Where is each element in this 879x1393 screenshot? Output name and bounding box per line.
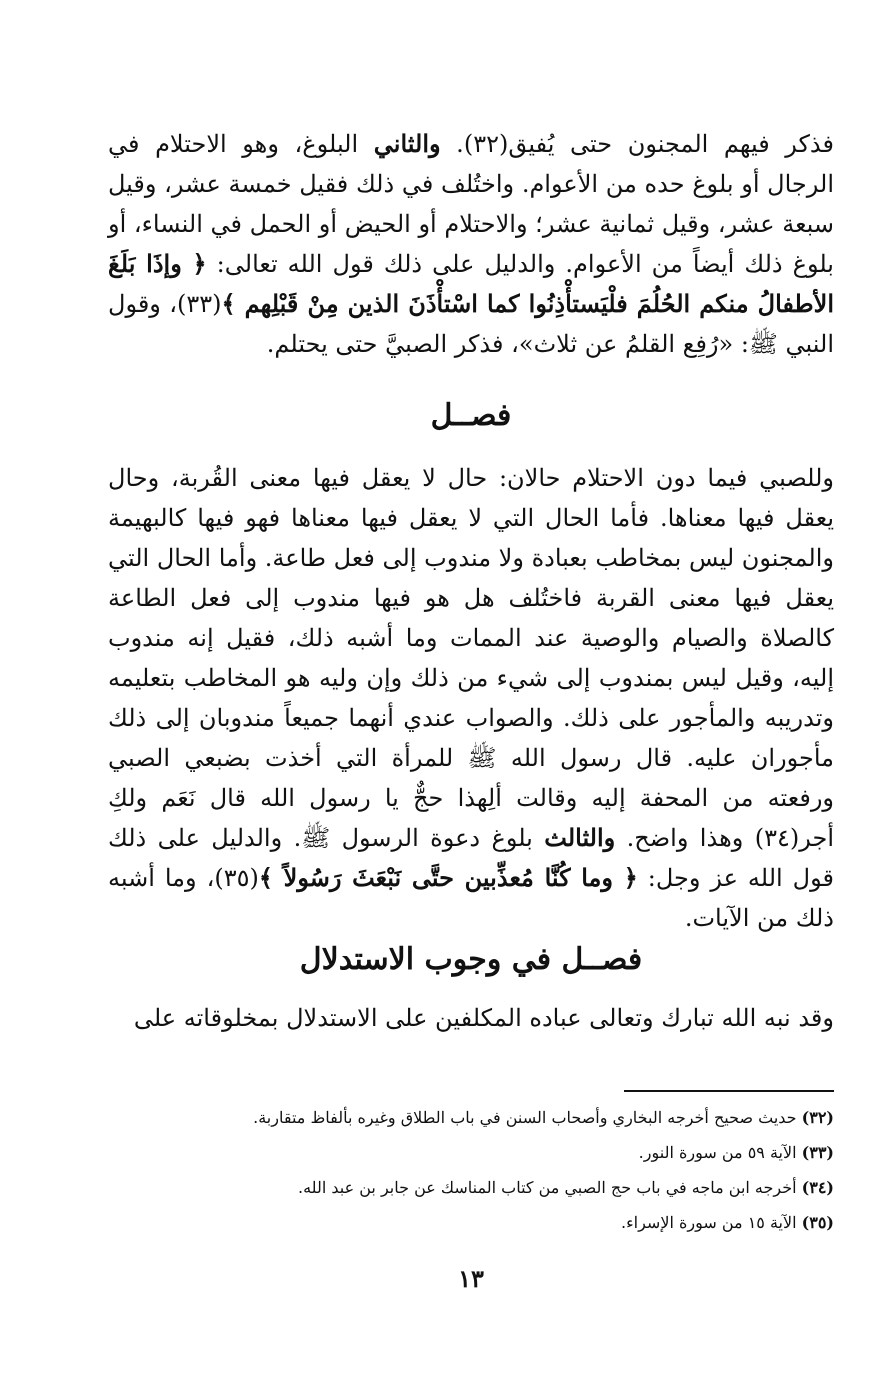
- footnote-text: حديث صحيح أخرجه البخاري وأصحاب السنن في باب الطلاق وغيره بألفاظ متقاربة.: [253, 1108, 797, 1127]
- quran-verse: ﴿ وما كُنَّا مُعذِّبين حتَّى نَبْعَثَ رَسُولاً ﴾: [258, 863, 638, 892]
- footnote-divider: [624, 1090, 834, 1092]
- quran-verse: ﴿ وإذَا بَلَغَ الأطفالُ منكم الحُلُمَ فلْيَستأْذِنُوا كما اسْتأْذَنَ الذين مِنْ قَبْلِهم ﴾: [108, 249, 834, 318]
- footnote-number: (٣٤): [801, 1178, 834, 1197]
- footnote-reference: (٣٤): [754, 824, 800, 852]
- paragraph-text: بلوغ دعوة الرسول ﷺ. والدليل على ذلك قول الله عز وجل:: [108, 824, 834, 892]
- footnote-item: [108, 1135, 834, 1170]
- footnote-text: الآية ١٥ من سورة الإسراء.: [621, 1213, 797, 1232]
- paragraph-text: وهذا واضح.: [615, 824, 755, 852]
- section-heading: فصــل: [430, 398, 512, 433]
- footnote-number: (٣٣): [801, 1143, 834, 1162]
- footnote-reference: (٣٢): [463, 130, 509, 158]
- footnote-text: الآية ٥٩ من سورة النور.: [638, 1143, 797, 1162]
- page-number: ١٣: [458, 1264, 484, 1293]
- bold-term: والثاني: [373, 129, 441, 158]
- paragraph-text: .: [440, 130, 464, 158]
- footnote-reference: (٣٣): [177, 290, 222, 318]
- paragraph-intro: [108, 124, 834, 364]
- footnote-item: [108, 1100, 834, 1135]
- footnote-item: [108, 1205, 834, 1240]
- footnote-text: أخرجه ابن ماجه في باب حج الصبي من كتاب المناسك عن جابر بن عبد الله.: [298, 1178, 797, 1197]
- paragraph-text: ، وما أشبه ذلك من الآيات.: [108, 864, 834, 932]
- paragraph-text: وللصبي فيما دون الاحتلام حالان: حال لا يعقل فيها معنى القُربة، وحال يعقل فيها معناها. فأما الحال التي لا يعقل فيها معناها فهو فيها كالبهيمة والمجنون ليس بمخاطب بعبادة ولا مندوب إلى فعل طاعة. وأما الحال التي يعقل فيها معنى القربة فاختُلف هل هو فيها مندوب إلى فعل الطاعة كالصلاة والصيام والوصية عند الممات وما أشبه ذلك، فقيل إنه مندوب إليه، وقيل ليس بمندوب إلى شيء من ذلك وإن وليه هو المخاطب بتعليمه وتدريبه والمأجور على ذلك. والصواب عندي أنهما جميعاً مندوبان إلى ذلك مأجوران عليه. قال رسول الله ﷺ للمرأة التي أخذت بضبعي الصبي ورفعته من المحفة إليه وقالت ألِهذا حجٌّ يا رسول الله قال نَعَم ولكِ أجر: [108, 464, 834, 852]
- paragraph-text: البلوغ، وهو الاحتلام في الرجال أو بلوغ حده من الأعوام. واختُلف في ذلك فقيل خمسة عشر، وقيل سبعة عشر، وقيل ثمانية عشر؛ والاحتلام أو الحيض أو الحمل في النساء، أو بلوغ ذلك أيضاً من الأعوام. والدليل على ذلك قول الله تعالى:: [108, 130, 834, 278]
- footnote-reference: (٣٥): [214, 864, 259, 892]
- paragraph-reasoning: وقد نبه الله تبارك وتعالى عباده المكلفين على الاستدلال بمخلوقاته على: [133, 1004, 834, 1032]
- paragraph-child-states: [108, 458, 834, 938]
- footnote-number: (٣٥): [801, 1213, 834, 1232]
- footnote-item: [108, 1170, 834, 1205]
- bold-term: والثالث: [544, 823, 616, 852]
- footnotes-list: [108, 1100, 834, 1240]
- footnote-number: (٣٢): [801, 1108, 834, 1127]
- section-heading-reasoning: فصــل في وجوب الاستدلال: [299, 942, 643, 977]
- paragraph-text: ، وقول النبي ﷺ: «رُفِع القلمُ عن ثلاث»، فذكر الصبيَّ حتى يحتلم.: [108, 290, 834, 358]
- paragraph-text: فذكر فيهم المجنون حتى يُفيق: [508, 130, 834, 158]
